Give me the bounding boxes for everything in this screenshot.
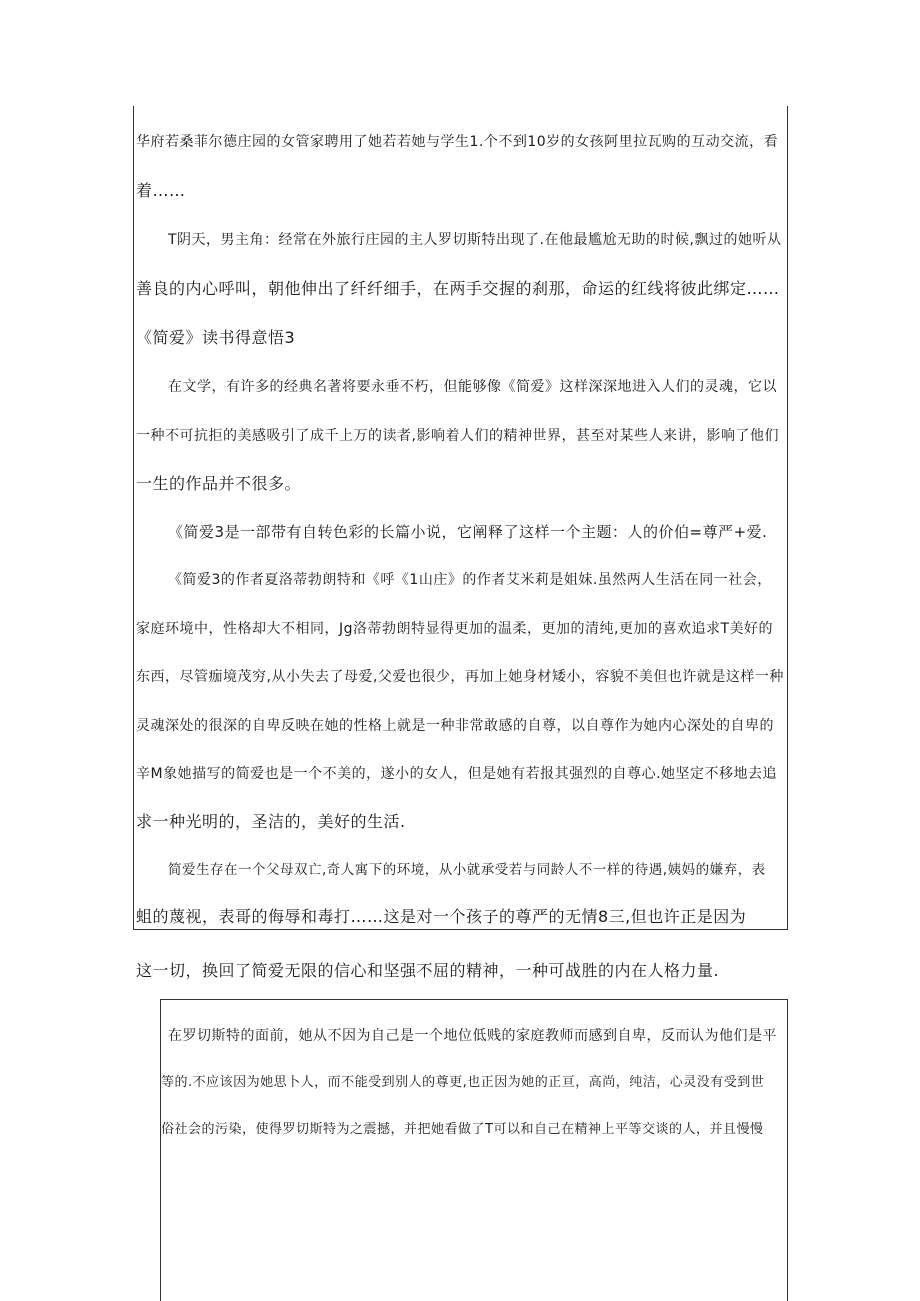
text-line: 华府若桑菲尔德庄园的女管家聘用了她若若她与学生1.个不到10岁的女孩阿里拉瓦购的互动交流，看: [136, 134, 779, 150]
text-line: 在文学，有许多的经典名著将要永垂不朽，但能够像《简爱》这样深深地进入人们的灵魂，它以: [168, 379, 777, 395]
text-line: 着……: [136, 181, 186, 200]
text-line: 这一切，换回了简爱无限的信心和坚强不屈的精神，一种可战胜的内在人格力量.: [136, 961, 720, 980]
text-line: 辛M象她描写的简爱也是一个不美的，遂小的女人，但是她有若报其强烈的自尊心.她坚定不移地去追: [136, 766, 778, 782]
text-line: 蛆的蔑视，表哥的侮辱和毒打……这是对一个孩子的尊严的无情8三,但也许正是因为: [136, 907, 747, 926]
text-line: 《简爱3的作者夏洛蒂勃朗特和《呼《1山庄》的作者艾米莉是姐妹.虽然两人生活在同一社会，: [168, 572, 772, 588]
section-heading: 《简爱》读书得意悟3: [136, 328, 296, 347]
text-line: 一种不可抗拒的美感吸引了成千上万的读者,影响着人们的精神世界，甚至对某些人来讲，影响了他们: [136, 428, 779, 444]
text-line: 善良的内心呼叫，朝他伸出了纤纤细手，在两手交握的刹那，命运的红线将彼此绑定……: [136, 279, 780, 298]
text-line: 等的.不应该因为她思卜人，而不能受到别人的尊更,也正因为她的正亘，高尚，纯洁，心灵没有受到世: [161, 1075, 765, 1090]
text-line: 灵魂深处的很深的自卑反映在她的性格上就是一种非常敢感的自尊，以自尊作为她内心深处的自卑的: [136, 718, 774, 734]
text-line: 《简爱3是一部带有自转色彩的长篇小说，它阐释了这样一个主题：人的价伯=尊严+爱.: [168, 523, 768, 541]
text-line: 俗社会的污染，使得罗切斯特为之震撼，并把她看做了T可以和自己在精神上平等交谈的人，并且慢慢: [161, 1122, 764, 1137]
text-line: 求一种光明的，圣洁的，美好的生活.: [136, 812, 406, 831]
text-line: 家庭环境中，性格却大不相同，Jg洛蒂勃朗特显得更加的温柔，更加的清纯,更加的喜欢追求T美好的: [136, 621, 774, 637]
text-line: T阴天，男主角：经常在外旅行庄园的主人罗切斯特出现了.在他最尴尬无助的时候,飘过的她听从: [168, 232, 782, 248]
text-line: 东西，尽管痂境茂穷,从小失去了母爱,父爱也很少，再加上她身材矮小，容貌不美但也许就是这样一种: [136, 669, 784, 685]
text-line: 在罗切斯特的面前，她从不因为自己是一个地位低贱的家庭教师而感到自卑，反而认为他们是平: [168, 1028, 777, 1044]
text-line: 简爱生存在一个父母双亡,奇人寓下的环境，从小就承受若与同龄人不一样的待遇,姨妈的嫌弃，表: [168, 862, 766, 878]
text-line: 一生的作品并不很多。: [136, 474, 302, 493]
